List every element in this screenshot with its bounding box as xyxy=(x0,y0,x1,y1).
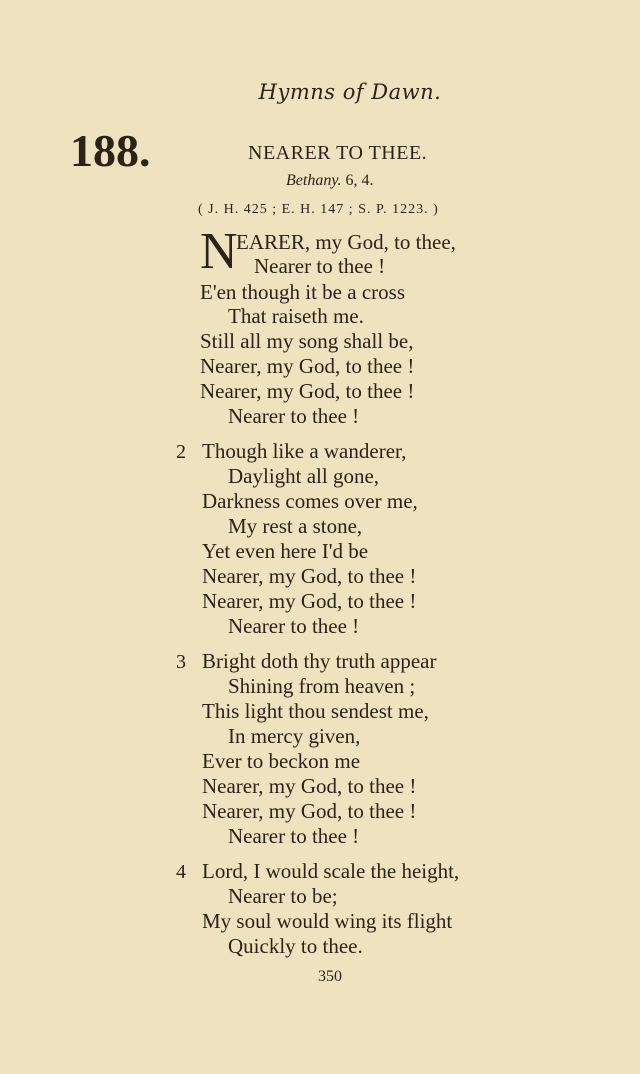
drop-cap: N xyxy=(200,223,238,280)
verse-number: 4 xyxy=(176,861,186,883)
verse-line: E'en though it be a cross xyxy=(200,280,405,304)
verse-line: My soul would wing its flight xyxy=(202,909,453,933)
verse-line: Nearer, my God, to thee ! xyxy=(202,799,417,823)
verse-line: Nearer, my God, to thee ! xyxy=(200,354,415,378)
verse-line: Still all my song shall be, xyxy=(200,329,414,353)
verse-line: Nearer to be; xyxy=(228,884,338,908)
verse-line: Nearer, my God, to thee ! xyxy=(202,589,417,613)
verse-line: Nearer, my God, to thee ! xyxy=(202,564,417,588)
verse-line: Quickly to thee. xyxy=(228,934,363,958)
verse-line: Yet even here I'd be xyxy=(202,539,369,563)
verse-line: Though like a wanderer, xyxy=(202,439,407,463)
hymn-number: 188. xyxy=(70,125,151,176)
hymn-title: NEARER TO THEE. xyxy=(248,142,428,164)
page-number: 350 xyxy=(318,968,342,985)
verse-line: In mercy given, xyxy=(228,724,361,748)
verse-number: 2 xyxy=(176,441,186,463)
tune-name: Bethany. xyxy=(286,172,342,189)
tune-line xyxy=(286,172,374,190)
verse-line: Darkness comes over me, xyxy=(202,489,418,513)
verse-line: Nearer to thee ! xyxy=(228,404,360,428)
verse-line: EARER, my God, to thee, xyxy=(236,230,456,254)
verse-line: Nearer, my God, to thee ! xyxy=(200,379,415,403)
running-head: Hymns of Dawn. xyxy=(258,80,442,104)
tune-meter: 6, 4. xyxy=(345,172,374,189)
verse-line: Nearer to thee ! xyxy=(228,614,360,638)
verse-line: That raiseth me. xyxy=(228,304,364,328)
verse-line: Daylight all gone, xyxy=(228,464,380,488)
verse-line: My rest a stone, xyxy=(228,514,363,538)
verse-line: Nearer to thee ! xyxy=(254,254,386,278)
verse-line: Nearer to thee ! xyxy=(228,824,360,848)
hymnal-references: ( J. H. 425 ; E. H. 147 ; S. P. 1223. ) xyxy=(198,202,439,217)
verse-line: Lord, I would scale the height, xyxy=(202,859,460,883)
verse-line: Nearer, my God, to thee ! xyxy=(202,774,417,798)
verse-line: Shining from heaven ; xyxy=(228,674,416,698)
verse-line: Bright doth thy truth appear xyxy=(202,649,437,673)
verse-line: This light thou sendest me, xyxy=(202,699,429,723)
verse-line: Ever to beckon me xyxy=(202,749,361,773)
verse-number: 3 xyxy=(176,651,186,673)
